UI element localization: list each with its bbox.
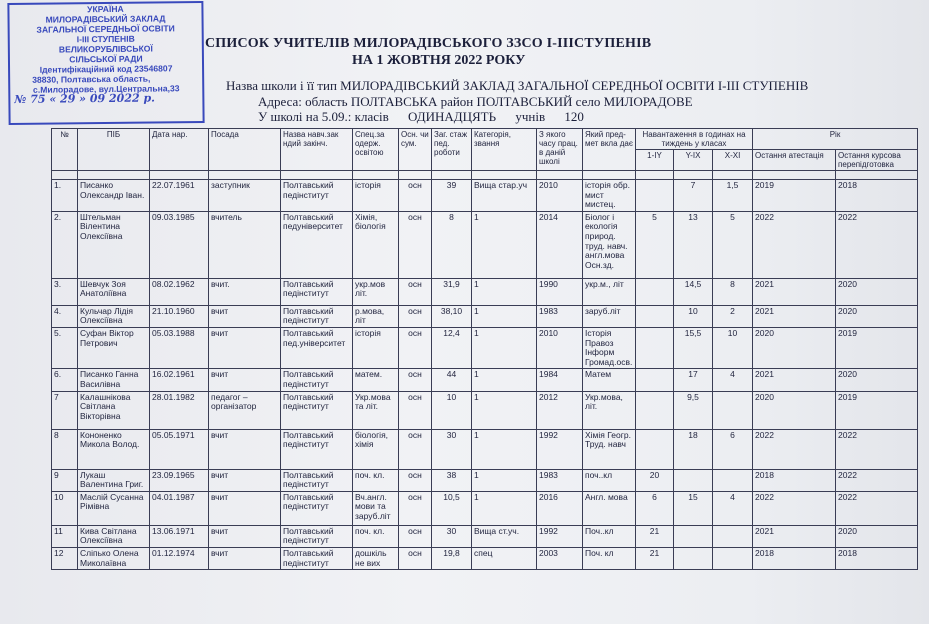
stamp-line: ВЕЛИКОРУБЛІВСЬКОЇ	[58, 43, 153, 55]
cell-name: Писанко Ганна Василівна	[78, 369, 150, 391]
cell-experience: 31,9	[432, 278, 472, 305]
cell-subject: поч..кл	[583, 469, 636, 491]
header-subject: Який пред-мет вкла дає	[583, 129, 636, 171]
cell-l3	[713, 547, 753, 569]
cell-l1: 20	[636, 469, 674, 491]
cell-att: 2018	[753, 469, 836, 491]
cell-experience: 12,4	[432, 327, 472, 368]
cell-specialty: історія	[353, 180, 399, 212]
cell-dob: 08.02.1962	[150, 278, 209, 305]
header-name: ПІБ	[78, 129, 150, 171]
header-institution: Назва навч.зак ндий закінч.	[281, 129, 353, 171]
cell-name: Кива Світлана Олексіївна	[78, 525, 150, 547]
cell-dob: 23.09.1965	[150, 469, 209, 491]
cell-subject: Матем	[583, 369, 636, 391]
cell-institution: Полтавський педінститут	[281, 180, 353, 212]
document-subtitle: НА 1 ЖОВТНЯ 2022 РОКУ	[352, 53, 526, 68]
cell-num: 5.	[52, 327, 78, 368]
cell-main: осн	[399, 180, 432, 212]
cell-tr: 2019	[836, 327, 918, 368]
cell-name: Кононенко Микола Волод.	[78, 429, 150, 469]
cell-main: осн	[399, 525, 432, 547]
cell-dob: 13.06.1971	[150, 525, 209, 547]
stamp-line: МИЛОРАДІВСЬКИЙ ЗАКЛАД	[45, 13, 166, 25]
stamp-line: УКРАЇНА	[87, 3, 124, 15]
header-num: №	[52, 129, 78, 171]
cell-dob: 05.03.1988	[150, 327, 209, 368]
stamp-line: СІЛЬСЬКОЇ РАДИ	[69, 53, 143, 65]
cell-since: 2012	[537, 391, 583, 429]
cell-dob: 01.12.1974	[150, 547, 209, 569]
cell-l3	[713, 469, 753, 491]
cell-att: 2019	[753, 180, 836, 212]
cell-subject: Англ. мова	[583, 491, 636, 525]
cell-institution: Полтавський пед.університет	[281, 327, 353, 368]
cell-num: 6.	[52, 369, 78, 391]
cell-l3: 5	[713, 211, 753, 278]
cell-name: Писанко Олександр Іван.	[78, 180, 150, 212]
school-counts	[258, 109, 600, 125]
header-experience: Заг. стаж пед. роботи	[432, 129, 472, 171]
cell-name: Штельман Вілентина Олексіївна	[78, 211, 150, 278]
cell-experience: 38	[432, 469, 472, 491]
cell-dob: 09.03.1985	[150, 211, 209, 278]
document-title: СПИСОК УЧИТЕЛІВ МИЛОРАДІВСЬКОГО ЗЗСО І-ІІІСТУПЕНІВ	[205, 36, 652, 51]
cell-tr: 2018	[836, 547, 918, 569]
stamp-line: 38830, Полтавська область,	[32, 73, 151, 85]
cell-since: 2010	[537, 327, 583, 368]
cell-experience: 10	[432, 391, 472, 429]
header-since: З якого часу прац. в даній школі	[537, 129, 583, 171]
cell-position: вчит	[209, 525, 281, 547]
cell-l3	[713, 525, 753, 547]
school-name: Назва школи і її тип МИЛОРАДІВСЬКИЙ ЗАКЛАД ЗАГАЛЬНОЇ СЕРЕДНЬОЇ ОСВІТИ І-ІІІ СТУПЕНІВ	[226, 78, 809, 93]
cell-num: 9	[52, 469, 78, 491]
cell-l2: 17	[674, 369, 713, 391]
blank-cell	[399, 171, 432, 180]
cell-institution: Полтавський педінститут	[281, 391, 353, 429]
cell-l1	[636, 180, 674, 212]
cell-l1: 21	[636, 525, 674, 547]
cell-num: 10	[52, 491, 78, 525]
cell-institution: Полтавський педінститут	[281, 429, 353, 469]
cell-l2	[674, 469, 713, 491]
table-row	[52, 491, 918, 525]
blank-cell	[353, 171, 399, 180]
blank-cell	[150, 171, 209, 180]
header-dob: Дата нар.	[150, 129, 209, 171]
cell-experience: 39	[432, 180, 472, 212]
cell-dob: 04.01.1987	[150, 491, 209, 525]
cell-num: 4.	[52, 305, 78, 327]
table-row	[52, 180, 918, 212]
cell-main: осн	[399, 369, 432, 391]
cell-main: осн	[399, 211, 432, 278]
blank-cell	[674, 171, 713, 180]
cell-main: осн	[399, 491, 432, 525]
blank-cell	[281, 171, 353, 180]
cell-l1: 5	[636, 211, 674, 278]
cell-subject: укр.м., літ	[583, 278, 636, 305]
cell-l1: 6	[636, 491, 674, 525]
cell-specialty: матем.	[353, 369, 399, 391]
cell-experience: 44	[432, 369, 472, 391]
cell-institution: Полтавський педуніверситет	[281, 211, 353, 278]
table-row	[52, 469, 918, 491]
cell-main: осн	[399, 305, 432, 327]
cell-num: 1.	[52, 180, 78, 212]
header-main: Осн. чи сум.	[399, 129, 432, 171]
cell-l2: 9,5	[674, 391, 713, 429]
header-category: Категорія, звання	[472, 129, 537, 171]
cell-l1	[636, 429, 674, 469]
students-label: учнів	[515, 109, 546, 124]
cell-main: осн	[399, 391, 432, 429]
cell-category: Вища стар.уч	[472, 180, 537, 212]
cell-l1	[636, 327, 674, 368]
cell-institution: Полтавський педінститут	[281, 278, 353, 305]
blank-cell	[432, 171, 472, 180]
cell-specialty: Вч.англ. мови та заруб.літ	[353, 491, 399, 525]
table-row	[52, 278, 918, 305]
cell-att: 2020	[753, 327, 836, 368]
cell-category: 1	[472, 469, 537, 491]
cell-category: 1	[472, 327, 537, 368]
cell-l1	[636, 278, 674, 305]
cell-since: 2016	[537, 491, 583, 525]
cell-since: 2014	[537, 211, 583, 278]
cell-institution: Полтавський педінститут	[281, 547, 353, 569]
cell-l2	[674, 525, 713, 547]
header-load-10-11: X-XI	[713, 150, 753, 171]
cell-dob: 28.01.1982	[150, 391, 209, 429]
header-load: Навантаження в годинах на тиждень у класах	[636, 129, 753, 150]
blank-cell	[636, 171, 674, 180]
cell-subject: Поч. кл	[583, 547, 636, 569]
cell-l3: 4	[713, 369, 753, 391]
cell-tr: 2022	[836, 491, 918, 525]
cell-position: вчит.	[209, 278, 281, 305]
cell-num: 7	[52, 391, 78, 429]
cell-att: 2021	[753, 278, 836, 305]
cell-category: 1	[472, 211, 537, 278]
cell-category: 1	[472, 369, 537, 391]
blank-cell	[52, 171, 78, 180]
cell-l2: 10	[674, 305, 713, 327]
cell-tr: 2022	[836, 429, 918, 469]
cell-tr: 2020	[836, 278, 918, 305]
cell-position: вчитель	[209, 211, 281, 278]
cell-position: педагог – організатор	[209, 391, 281, 429]
table-row	[52, 429, 918, 469]
table-header-row	[52, 129, 918, 150]
cell-num: 3.	[52, 278, 78, 305]
cell-since: 1983	[537, 305, 583, 327]
cell-att: 2022	[753, 211, 836, 278]
teachers-table-body	[52, 180, 918, 570]
header-load-1-4: 1-IY	[636, 150, 674, 171]
cell-institution: Полтавський педінститут	[281, 525, 353, 547]
cell-l2: 7	[674, 180, 713, 212]
cell-main: осн	[399, 327, 432, 368]
cell-att: 2020	[753, 391, 836, 429]
cell-l1: 21	[636, 547, 674, 569]
cell-att: 2022	[753, 491, 836, 525]
cell-category: 1	[472, 278, 537, 305]
table-row	[52, 171, 918, 180]
cell-specialty: історія	[353, 327, 399, 368]
cell-main: осн	[399, 429, 432, 469]
cell-dob: 22.07.1961	[150, 180, 209, 212]
cell-since: 2003	[537, 547, 583, 569]
cell-category: спец	[472, 547, 537, 569]
cell-specialty: укр.мов літ.	[353, 278, 399, 305]
cell-l2: 18	[674, 429, 713, 469]
cell-experience: 10,5	[432, 491, 472, 525]
cell-experience: 8	[432, 211, 472, 278]
cell-name: Лукаш Валентина Григ.	[78, 469, 150, 491]
cell-att: 2018	[753, 547, 836, 569]
cell-l3	[713, 391, 753, 429]
stamp-handwritten-date: № 75 « 29 » 09 2022 р.	[14, 91, 156, 106]
cell-institution: Полтавський педінститут	[281, 305, 353, 327]
cell-since: 1983	[537, 469, 583, 491]
cell-name: Суфан Віктор Петрович	[78, 327, 150, 368]
blank-cell	[836, 171, 918, 180]
cell-l2	[674, 547, 713, 569]
cell-experience: 38,10	[432, 305, 472, 327]
cell-l3: 8	[713, 278, 753, 305]
cell-experience: 19,8	[432, 547, 472, 569]
cell-l3: 10	[713, 327, 753, 368]
cell-category: 1	[472, 429, 537, 469]
table-row	[52, 211, 918, 278]
cell-institution: Полтавський педінститут	[281, 369, 353, 391]
cell-position: вчит	[209, 369, 281, 391]
cell-since: 1992	[537, 429, 583, 469]
stamp-line: Ідентифікаційний код 23546807	[39, 63, 173, 75]
cell-num: 2.	[52, 211, 78, 278]
cell-att: 2022	[753, 429, 836, 469]
cell-l2: 15	[674, 491, 713, 525]
cell-l2: 15,5	[674, 327, 713, 368]
cell-l1	[636, 391, 674, 429]
blank-cell	[78, 171, 150, 180]
cell-position: заступник	[209, 180, 281, 212]
cell-specialty: Укр.мова та літ.	[353, 391, 399, 429]
cell-position: вчит	[209, 469, 281, 491]
header-position: Посада	[209, 129, 281, 171]
table-row	[52, 305, 918, 327]
table-row	[52, 547, 918, 569]
cell-specialty: біологія, хімія	[353, 429, 399, 469]
cell-main: осн	[399, 547, 432, 569]
cell-specialty: р.мова, літ	[353, 305, 399, 327]
cell-category: 1	[472, 391, 537, 429]
classes-value: ОДИНАДЦЯТЬ	[407, 109, 497, 124]
cell-position: вчит	[209, 327, 281, 368]
cell-l3: 1,5	[713, 180, 753, 212]
cell-tr: 2018	[836, 180, 918, 212]
cell-main: осн	[399, 278, 432, 305]
classes-label: У школі на 5.09.: класів	[258, 109, 389, 124]
cell-subject: заруб.літ	[583, 305, 636, 327]
stamp-line: ЗАГАЛЬНОЇ СЕРЕДНЬОЇ ОСВІТИ	[36, 23, 175, 35]
header-training: Остання курсова перепідготовка	[836, 150, 918, 171]
blank-cell	[209, 171, 281, 180]
cell-subject: Історія Правоз Інформ Громад.осв.	[583, 327, 636, 368]
stamp-line: с.Милорадове, вул.Центральна,33	[32, 83, 180, 95]
cell-l2: 13	[674, 211, 713, 278]
students-value: 120	[564, 109, 584, 124]
cell-tr: 2020	[836, 369, 918, 391]
cell-experience: 30	[432, 429, 472, 469]
cell-category: Вища ст.уч.	[472, 525, 537, 547]
cell-dob: 16.02.1961	[150, 369, 209, 391]
cell-l1	[636, 369, 674, 391]
table-row	[52, 391, 918, 429]
blank-cell	[537, 171, 583, 180]
cell-institution: Полтавський педінститут	[281, 469, 353, 491]
cell-att: 2021	[753, 305, 836, 327]
cell-since: 1984	[537, 369, 583, 391]
cell-num: 11	[52, 525, 78, 547]
cell-tr: 2022	[836, 211, 918, 278]
header-attestation: Остання атестація	[753, 150, 836, 171]
cell-experience: 30	[432, 525, 472, 547]
cell-num: 8	[52, 429, 78, 469]
cell-specialty: поч. кл.	[353, 469, 399, 491]
cell-main: осн	[399, 469, 432, 491]
cell-name: Сліпько Олена Миколаївна	[78, 547, 150, 569]
cell-l3: 2	[713, 305, 753, 327]
teachers-table	[51, 128, 918, 570]
cell-tr: 2019	[836, 391, 918, 429]
cell-since: 1992	[537, 525, 583, 547]
cell-tr: 2022	[836, 469, 918, 491]
cell-specialty: поч. кл.	[353, 525, 399, 547]
cell-dob: 05.05.1971	[150, 429, 209, 469]
cell-name: Шевчук Зоя Анатоліївна	[78, 278, 150, 305]
table-row	[52, 525, 918, 547]
cell-tr: 2020	[836, 305, 918, 327]
cell-l2: 14,5	[674, 278, 713, 305]
cell-subject: Укр.мова, літ.	[583, 391, 636, 429]
cell-name: Кульчар Лідія Олексіївна	[78, 305, 150, 327]
cell-institution: Полтавський педінститут	[281, 491, 353, 525]
header-load-5-9: Y-IX	[674, 150, 713, 171]
cell-name: Маслій Сусанна Рімівна	[78, 491, 150, 525]
header-year: Рік	[753, 129, 918, 150]
blank-cell	[583, 171, 636, 180]
cell-since: 2010	[537, 180, 583, 212]
cell-att: 2021	[753, 525, 836, 547]
cell-specialty: Хімія, біологія	[353, 211, 399, 278]
cell-position: вчит	[209, 491, 281, 525]
cell-subject: Біолог і екологія природ. труд. навч. англ.мова Осн.зд.	[583, 211, 636, 278]
cell-position: вчит	[209, 429, 281, 469]
header-specialty: Спец.за одерж. освітою	[353, 129, 399, 171]
cell-dob: 21.10.1960	[150, 305, 209, 327]
blank-cell	[713, 171, 753, 180]
table-row	[52, 327, 918, 368]
cell-position: вчит	[209, 547, 281, 569]
blank-cell	[472, 171, 537, 180]
cell-subject: Хімія Геогр. Труд. навч	[583, 429, 636, 469]
cell-l3: 4	[713, 491, 753, 525]
cell-position: вчит	[209, 305, 281, 327]
cell-name: Калашнікова Світлана Вікторівна	[78, 391, 150, 429]
cell-l1	[636, 305, 674, 327]
cell-category: 1	[472, 305, 537, 327]
cell-num: 12	[52, 547, 78, 569]
cell-category: 1	[472, 491, 537, 525]
school-address: Адреса: область ПОЛТАВСЬКА район ПОЛТАВСЬКИЙ село МИЛОРАДОВЕ	[258, 94, 693, 109]
cell-subject: історія обр. мист мистец.	[583, 180, 636, 212]
cell-subject: Поч..кл	[583, 525, 636, 547]
blank-cell	[753, 171, 836, 180]
stamp-line: І-ІІІ СТУПЕНІВ	[76, 33, 135, 45]
cell-l3: 6	[713, 429, 753, 469]
table-row	[52, 369, 918, 391]
cell-tr: 2020	[836, 525, 918, 547]
cell-since: 1990	[537, 278, 583, 305]
cell-specialty: дошкіль не вих	[353, 547, 399, 569]
official-stamp	[7, 1, 204, 125]
cell-att: 2021	[753, 369, 836, 391]
